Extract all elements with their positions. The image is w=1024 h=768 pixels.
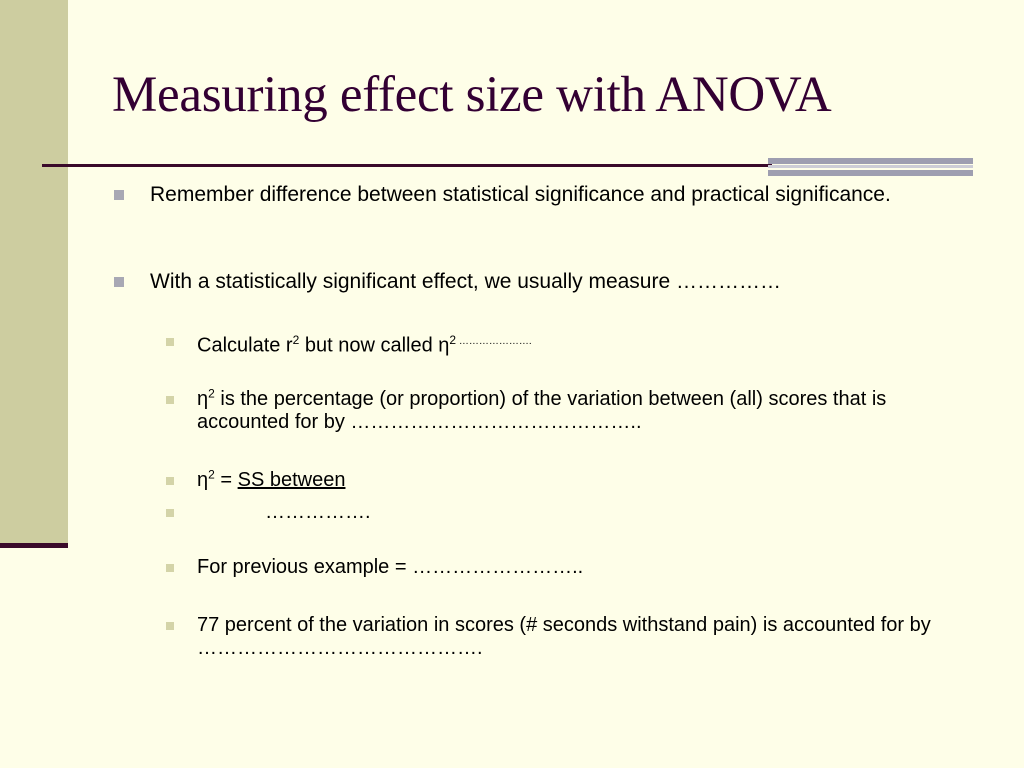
bullet-square-icon [114, 190, 124, 200]
superscript: 2 [208, 386, 215, 401]
subbullet-denominator [197, 501, 977, 524]
bullet-text: For previous example = …………………….. [197, 556, 584, 578]
bullet-text: = [214, 469, 238, 491]
left-decor-line [0, 543, 68, 548]
bullet-measure [150, 269, 950, 294]
bullet-text: η [197, 469, 209, 491]
bullet-text: With a statistically significant effect, we usually measure …………… [150, 270, 781, 293]
dots-placeholder: …………………. [456, 336, 532, 347]
subbullet-calculate [197, 330, 977, 358]
subbullet-eta-definition [197, 388, 977, 434]
bullet-text: Calculate r [197, 334, 293, 357]
bullet-square-icon [166, 477, 174, 485]
superscript: 2 [208, 467, 215, 482]
bullet-text: η [197, 388, 209, 410]
bullet-square-icon [166, 564, 174, 572]
bullet-square-icon [166, 509, 174, 517]
superscript: 2 [449, 333, 457, 347]
bullet-text: 77 percent of the variation in scores (# seconds withstand pain) is accounted for by ……………………………………. [197, 614, 931, 659]
bullet-text: is the percentage (or proportion) of the variation between (all) scores that is accounted for by …………………………………….. [197, 388, 887, 433]
bullet-square-icon [114, 277, 124, 287]
bullet-square-icon [166, 622, 174, 630]
superscript: 2 [292, 333, 300, 347]
slide-title: Measuring effect size with ANOVA [112, 67, 832, 123]
bullet-text: but now called η [299, 334, 450, 357]
subbullet-eta-formula [197, 469, 977, 492]
bullet-text: Remember difference between statistical significance and practical significance. [150, 183, 891, 206]
bullet-square-icon [166, 396, 174, 404]
bullet-significance [150, 182, 950, 207]
denominator-placeholder: ……………. [265, 501, 371, 523]
title-underline [42, 164, 772, 167]
title-decor-bars [768, 158, 973, 178]
ss-between-numerator: SS between [237, 469, 346, 491]
bullet-square-icon [166, 338, 174, 346]
subbullet-77-percent [197, 614, 977, 660]
subbullet-previous-example [197, 556, 977, 579]
left-decor-band [0, 0, 68, 547]
